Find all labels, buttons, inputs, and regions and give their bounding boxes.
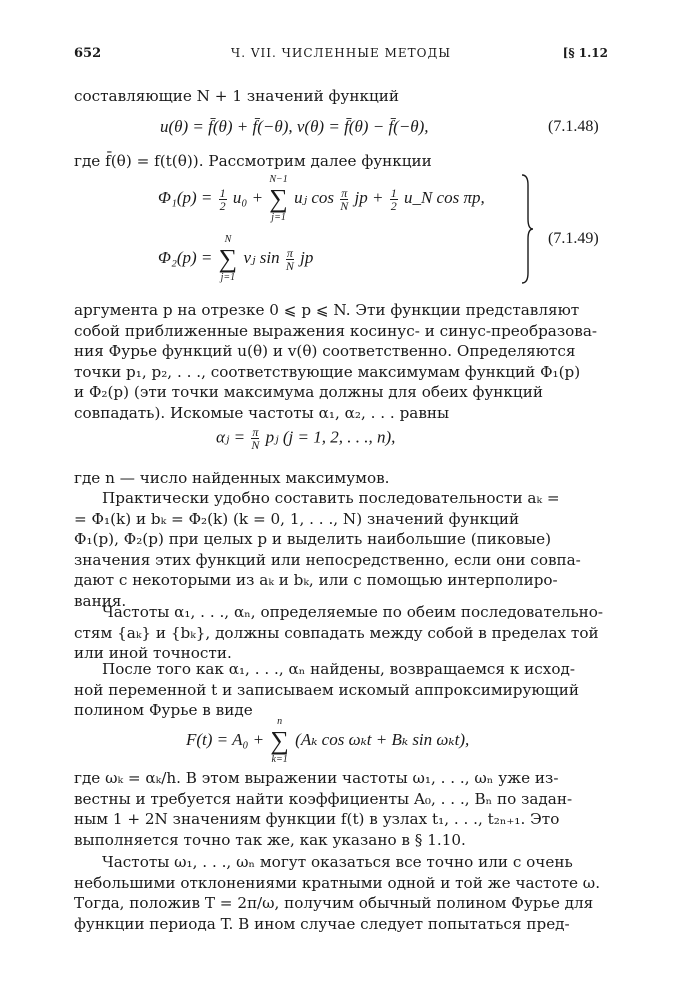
where-n-line: где n — число найденных максимумов.	[74, 469, 390, 487]
after-paragraph: После того как α₁, . . ., αₙ найдены, возвращаемся к исход- ной переменной t и записываем искомый аппроксимирующий полином Фурье в виде	[74, 660, 580, 719]
where-omega-paragraph: где ωₖ = αₖ/h. В этом выражении частоты ω₁, . . ., ωₙ уже из- вестны и требуется найти коэффициенты A₀, . . ., Bₙ по задан- ным 1 + 2N значениям функции f(t) в узлах t₁, . . ., t₂ₙ₊₁. Это выполняется точно так же, как указано в § 1.10.	[74, 769, 573, 849]
sum-symbol: N ∑ j=1	[218, 234, 238, 283]
sum-symbol: n ∑ k=1	[270, 716, 289, 765]
practically-paragraph: Практически удобно составить последовательности aₖ = = Φ₁(k) и bₖ = Φ₂(k) (k = 0, 1, . . ., N) значений функций Φ₁(p), Φ₂(p) при целых p и выделить наибольшие (пиковые) значения этих функций или непосредственно, если они совпа- дают с некоторыми из aₖ и bₖ, или с помощью интерполиро- вания.	[74, 489, 581, 610]
running-title: Ч. VII. ЧИСЛЕННЫЕ МЕТОДЫ	[230, 46, 452, 60]
running-header	[74, 46, 608, 66]
fraction-pi-n: $\frac{\pi}{N}$	[251, 425, 260, 452]
fraction-pi-n: $\frac{\pi}{N}$	[285, 245, 294, 273]
page-number: 652	[74, 46, 102, 61]
fraction-half: $\frac{1}{2}$	[219, 185, 226, 213]
equation-fourier: F(t) = A₀ + n ∑ k=1 (Aₖ cos ωₖt + Bₖ sin ωₖt),	[186, 716, 470, 765]
equation-7-1-48: u(θ) = f̄(θ) + f̄(−θ), v(θ) = f̄(θ) − f̄(−θ),	[160, 117, 429, 136]
right-brace-icon	[520, 173, 534, 285]
argument-paragraph: аргумента p на отрезке 0 ⩽ p ⩽ N. Эти функции представляют собой приближенные выражения косинус- и синус-преобразова- ния Фурье функций u(θ) и v(θ) соответственно. Определяются точки p₁, p₂, . . ., соответствующие максимумам функций Φ₁(p) и Φ₂(p) (эти точки максимума должны для обеих функций совпадать). Искомые частоты α₁, α₂, . . . равны	[74, 301, 598, 422]
equation-alpha: αⱼ = $\frac{\pi}{N}$ pⱼ (j = 1, 2, . . ., n),	[216, 425, 396, 452]
equation-phi1: Φ₁(p) = $\frac{1}{2}$ u₀ + N−1 ∑ j=1 uⱼ cos $\frac{\pi}{N}$ jp + $\frac{1}{2}$ u_N cos πp,	[158, 174, 485, 223]
section-marker: [§ 1.12	[562, 46, 608, 60]
final-paragraph: Частоты ω₁, . . ., ωₙ могут оказаться все точно или с очень небольшими отклонениями кратными одной и той же частоте ω. Тогда, положив T = 2π/ω, получим обычный полином Фурье для функции периода T. В ином случае следует попытаться пред-	[74, 853, 601, 933]
fraction-half: $\frac{1}{2}$	[390, 185, 397, 213]
intro-line: составляющие N + 1 значений функций	[74, 87, 399, 105]
where-f-line: где f̄(θ) = f(t(θ)). Рассмотрим далее функции	[74, 152, 432, 170]
frequencies-paragraph: Частоты α₁, . . ., αₙ, определяемые по обеим последовательно- стям {aₖ} и {bₖ}, должны совпадать между собой в пределах той или иной точности.	[74, 603, 604, 662]
equation-number-7-1-48: (7.1.48)	[548, 118, 599, 135]
sum-symbol: N−1 ∑ j=1	[269, 174, 288, 223]
equation-number-7-1-49: (7.1.49)	[548, 230, 599, 247]
equation-phi2: Φ₂(p) = N ∑ j=1 vⱼ sin $\frac{\pi}{N}$ jp	[158, 234, 314, 283]
fraction-pi-n: $\frac{\pi}{N}$	[340, 185, 349, 213]
